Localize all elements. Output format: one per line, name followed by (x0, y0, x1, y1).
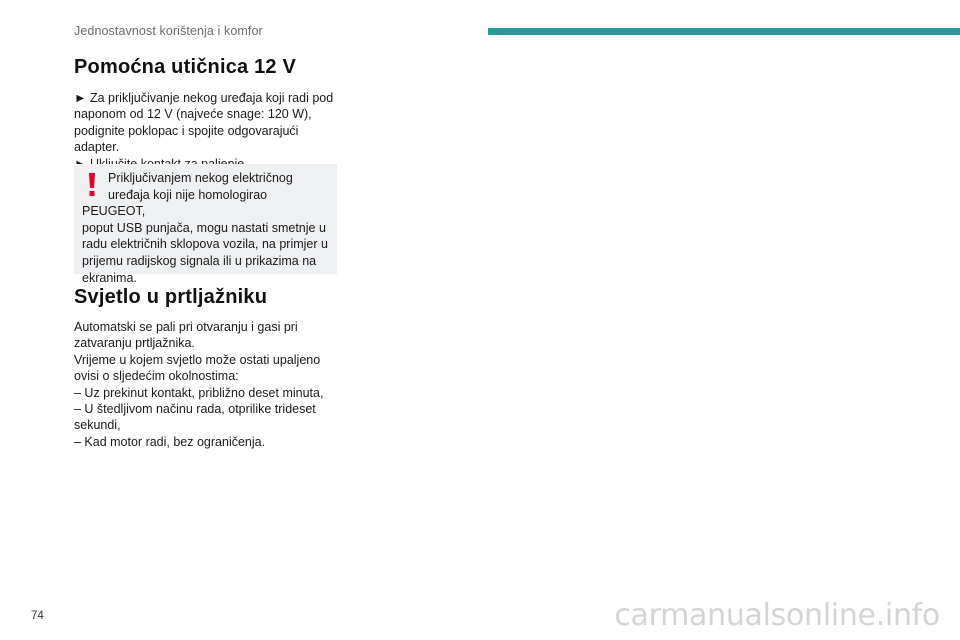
text-line: radu električnih sklopova vozila, na primjer u (82, 237, 328, 252)
section-title-socket: Pomoćna utičnica 12 V (74, 56, 297, 78)
text-line: Priključivanjem nekog električnog (108, 171, 293, 185)
section-body-boot-light (74, 319, 340, 450)
section-title-boot-light: Svjetlo u prtljažniku (74, 286, 268, 308)
text-line: adapter. (74, 140, 120, 155)
warning-text (82, 170, 329, 286)
text-line: ovisi o sljedećim okolnostima: (74, 369, 239, 384)
exclamation-icon (86, 173, 98, 197)
text-line: ► Za priključivanje nekog uređaja koji radi pod (74, 91, 334, 105)
bullet-arrow-icon: ► (74, 91, 87, 105)
text-line: sekundi, (74, 418, 121, 433)
text-line: poput USB punjača, mogu nastati smetnje u (82, 220, 326, 235)
section-boot-light (74, 286, 340, 450)
section-body-socket (74, 90, 340, 172)
text-line: – U štedljivom načinu rada, otprilike trideset (74, 402, 316, 417)
text-line: uređaja koji nije homologirao PEUGEOT, (82, 187, 268, 219)
text-line: podignite poklopac i spojite odgovarajući (74, 123, 299, 138)
text-line: Vrijeme u kojem svjetlo može ostati upaljeno (74, 352, 321, 367)
text-line: ekranima. (82, 270, 137, 285)
text-line: prijemu radijskog signala ili u prikazima na (82, 253, 317, 268)
text-line: Automatski se pali pri otvaranju i gasi pri (74, 320, 298, 334)
warning-box (74, 164, 337, 285)
header-accent-bar (488, 28, 960, 35)
text-line: – Kad motor radi, bez ograničenja. (74, 434, 266, 449)
text-line: – Uz prekinut kontakt, približno deset minuta, (74, 385, 324, 400)
running-head: Jednostavnost korištenja i komfor (74, 24, 263, 38)
text-line: naponom od 12 V (najveće snage: 120 W), (74, 107, 312, 122)
section-auxiliary-socket (74, 56, 340, 172)
watermark: carmanualsonline.info (614, 598, 940, 633)
page-number: 74 (31, 610, 44, 622)
text-line: zatvaranju prtljažnika. (74, 336, 195, 351)
